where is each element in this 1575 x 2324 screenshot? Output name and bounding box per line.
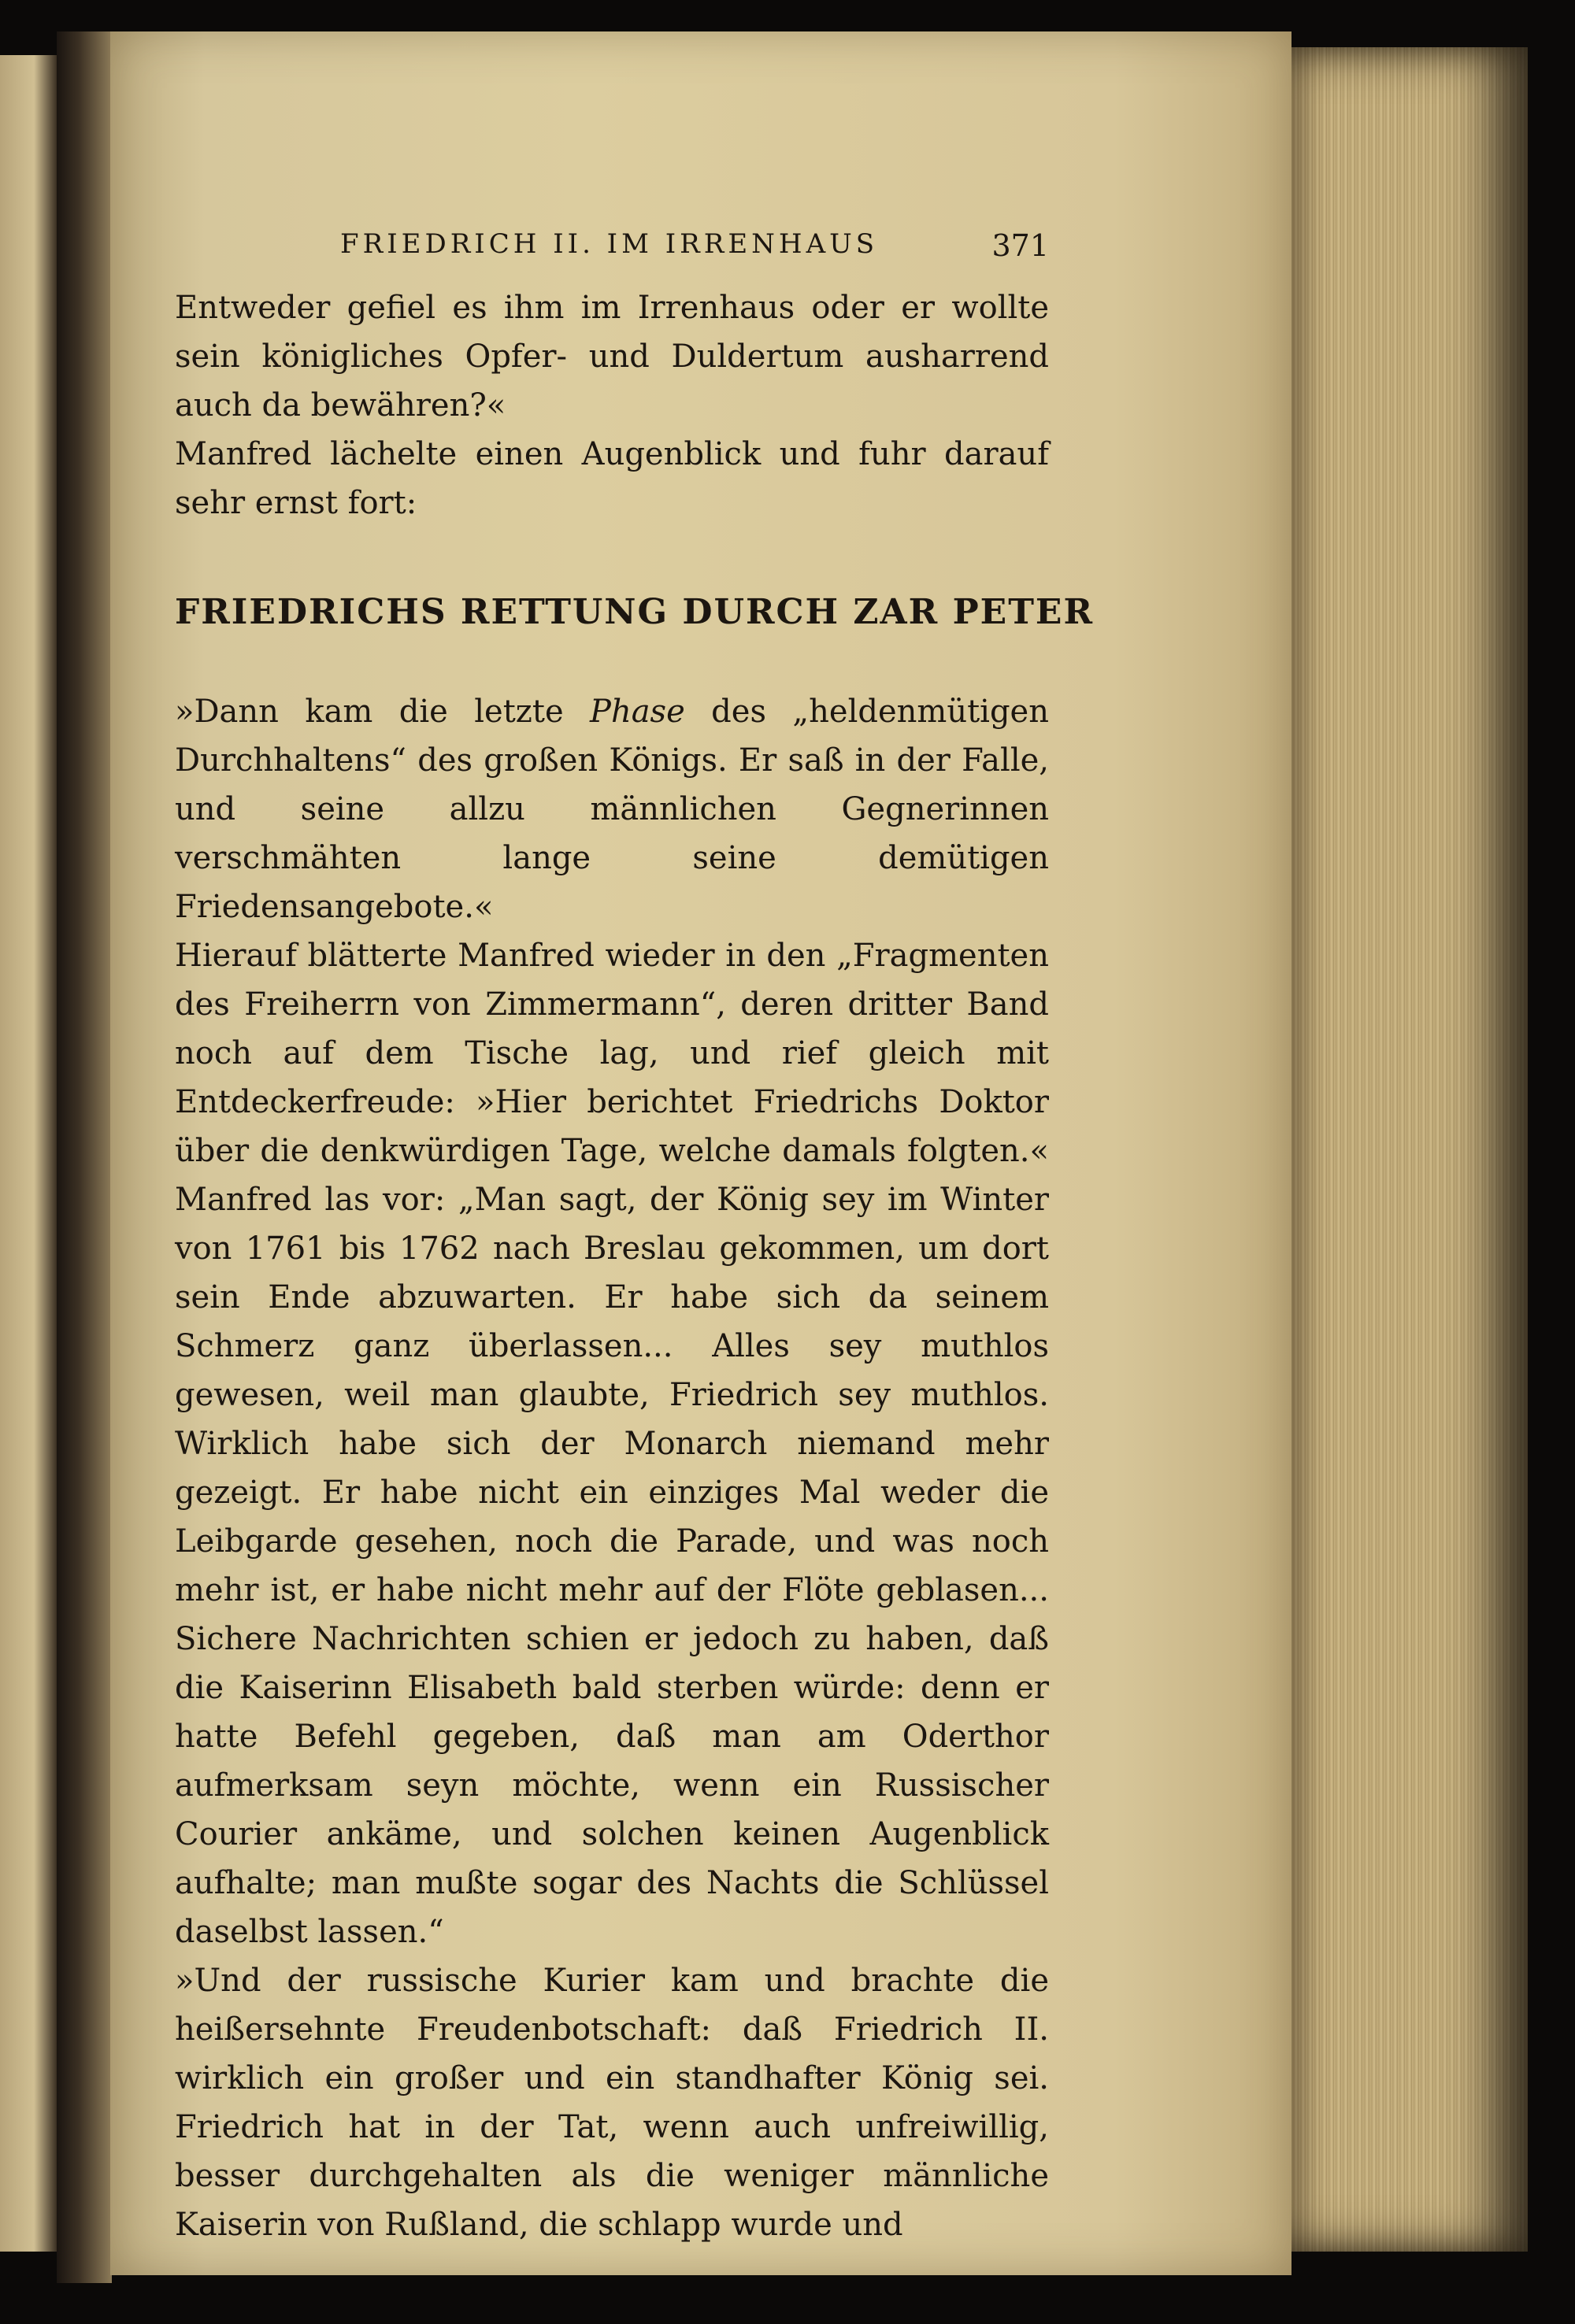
paragraph-2: Manfred lächelte einen Augenblick und fuhr darauf sehr ernst fort: (175, 436, 1049, 521)
paragraph-5: »Und der russische Kurier kam und brachte die heißersehnte Freudenbotschaft: daß Friedrich II. wirklich ein großer und ein standhafter König sei. Friedrich hat in der Tat, wenn auch unfreiwillig, besser durchgehalten als die weniger männliche Kaiserin von Rußland, die schlapp wurde und (175, 1963, 1049, 2243)
running-title: FRIEDRICH II. IM IRRENHAUS (340, 228, 879, 260)
emphasis-phase: Phase (590, 694, 685, 730)
paragraph-1: Entweder gefiel es ihm im Irrenhaus oder er wollte sein königliches Opfer- und Duldertum ausharrend auch da bewähren?« (175, 290, 1049, 424)
paragraph-3-end: des „heldenmütigen Durchhaltens“ des großen Königs. Er saß in der Falle, und seine allzu männlichen Gegnerinnen verschmähten lange seine demütigen Friedensangebote.« (175, 694, 1049, 925)
page-block-edge (1292, 47, 1528, 2252)
section-heading: FRIEDRICHS RETTUNG DURCH ZAR PETER (175, 592, 1095, 632)
page-text (175, 220, 1095, 2249)
page-number: 371 (991, 228, 1049, 263)
facing-page-edge (0, 55, 57, 2252)
paragraph-3-start: »Dann kam die letzte (175, 694, 591, 730)
book-gutter (57, 31, 112, 2283)
paragraph-3 (175, 687, 1049, 931)
running-head (175, 220, 1049, 283)
paragraph-4: Hierauf blätterte Manfred wieder in den „Fragmenten des Freiherrn von Zimmermann“, deren dritter Band noch auf dem Tische lag, und rief gleich mit Entdeckerfreude: »Hier berichtet Friedrichs Doktor über die denkwürdigen Tage, welche damals folgten.« Manfred las vor: „Man sagt, der König sey im Winter von 1761 bis 1762 nach Breslau gekommen, um dort sein Ende abzuwarten. Er habe sich da seinem Schmerz ganz überlassen... Alles sey muthlos gewesen, weil man glaubte, Friedrich sey muthlos. Wirklich habe sich der Monarch niemand mehr gezeigt. Er habe nicht ein einziges Mal weder die Leibgarde gesehen, noch die Parade, und was noch mehr ist, er habe nicht mehr auf der Flöte geblasen... Sichere Nachrichten schien er jedoch zu haben, daß die Kaiserinn Elisabeth bald sterben würde: denn er hatte Befehl gegeben, daß man am Oderthor aufmerksam seyn möchte, wenn ein Russischer Courier ankäme, und solchen keinen Augenblick aufhalte; man mußte sogar des Nachts die Schlüssel daselbst lassen.“ (175, 938, 1049, 1950)
